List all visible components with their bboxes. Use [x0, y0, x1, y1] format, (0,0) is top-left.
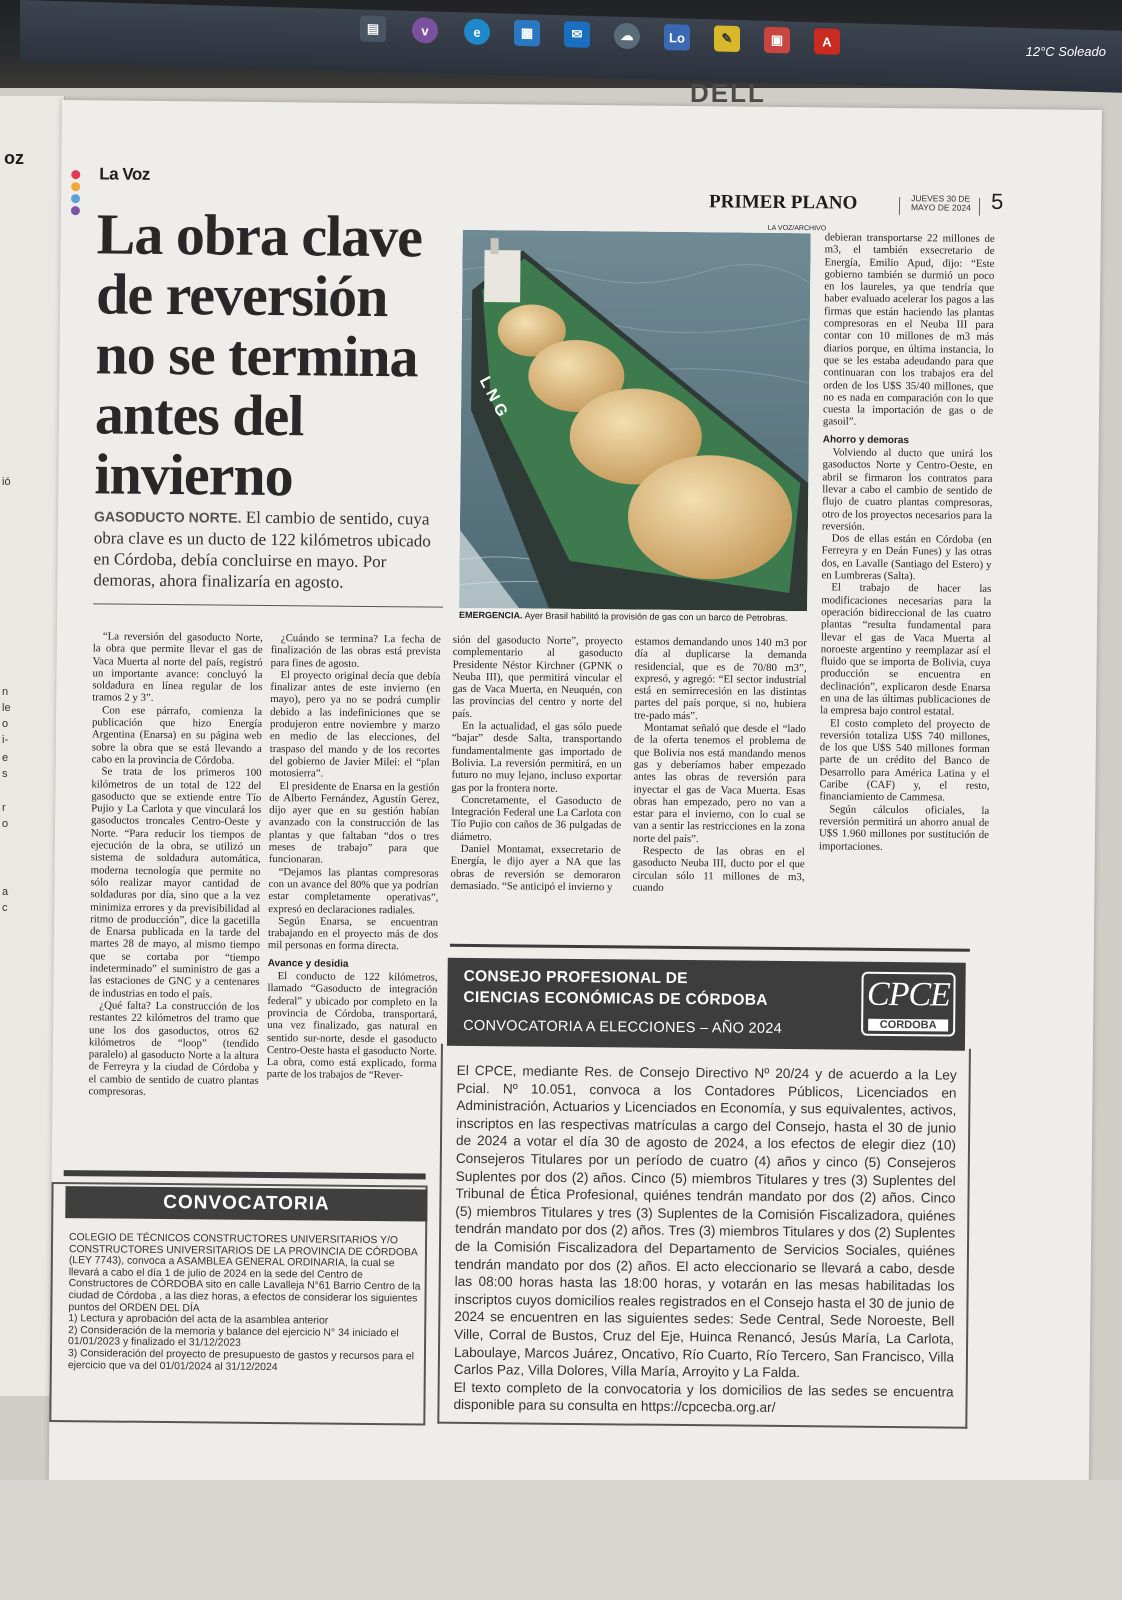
prev-page-fragment: o	[2, 718, 9, 730]
logo-color-dots	[71, 170, 80, 218]
column-text: estamos demandando unos 140 m3 por día al duplicarse la demanda residencial, que es de 70/80 m3”, expresó, y agregó: “El sector industrial está en semirrecesión en las distintas partes del país porque, si no, hubiera tre-pado más”.	[634, 635, 807, 722]
divider	[64, 1170, 426, 1179]
ad-subheading: CONVOCATORIA A ELECCIONES – AÑO 2024	[463, 1017, 783, 1037]
divider	[93, 603, 443, 607]
newspaper-page	[49, 100, 1102, 1495]
acrobat-icon[interactable]: A	[814, 28, 840, 55]
logo-subtext: CORDOBA	[868, 1019, 948, 1032]
agenda-item: 3) Consideración del proyecto de presupuesto de gastos y recursos para el ejercicio que va del 01/01/2024 al 31/12/2024	[67, 1348, 414, 1373]
column-text: sión del gasoducto Norte”, proyecto complementario al gasoducto Presidente Néstor Kirchner (GPNK o Neuba III), que permitirá vincular el gas de Vaca Muerta, en Neuquén, con las provincias del centro y norte del país.	[452, 633, 623, 720]
column-paragraph: Montamat señaló que desde el “lado de la oferta tenemos el problema de que Bolivia nos está mandando menos gas y deberíamos haber empezado antes las obras de reversión para inyectar el gas de Vaca Muerta. Esas obras han empezado, pero no van a estar para el invierno, con lo cual se van a sentir las restricciones en la zona norte del país”.	[632, 721, 807, 845]
convocatoria-ad	[49, 1170, 431, 1424]
article-column-1	[88, 630, 262, 1099]
store-icon[interactable]: ▦	[514, 20, 540, 47]
article-column-2	[267, 632, 441, 1082]
caption-text: Ayer Brasil habilitó la provisión de gas con un barco de Petrobras.	[524, 610, 788, 623]
cpce-election-ad	[437, 944, 970, 1429]
column-paragraph: Concretamente, el Gasoducto de Integración Federal une La Carlota con Tío Pujio con caños de 36 pulgadas de diámetro.	[450, 793, 622, 843]
ad-text: El CPCE, mediante Res. de Consejo Directivo Nº 20/24 y de acuerdo a la Ley Pcial. Nº 10.051, convoca a los Contadores Públicos, Licenciados en Administración, Actuarios y Licenciados en Economía, y sus equivalentes, activos, inscriptos en las respectivas matrículas a cargo del Consejo, hasta el 30 de junio de 2024 a votar el día 30 de agosto de 2024, a los efectos de elegir diez (10) Consejeros Titulares por un período de cuatro (4) años y cinco (5) Consejeros Suplentes por dos (2) años. Cinco (5) miembros Titulares y tres (3) Suplentes del Tribunal de Ética Profesional, quiénes tendrán mandato por dos (2) años. Cinco (5) miembros Titulares y tres (3) Suplentes de la Comisión Fiscalizadora, quiénes tendrán mandato por dos (2) años. Tres (3) miembros Titulares y dos (2) Suplentes de la Comisión Fiscalizadora del Departamento de Servicios Sociales, quiénes tendrán mandato por dos (2) años. El acto eleccionario se llevará a cabo, desde las 08:00 horas hasta las 18:00 horas, y votarán en las mesas habilitadas los inscriptos cuyos domicilios reales registrados en el Consejo hasta el 30 de junio de 2024 se encuentren en las siguientes sedes: Sede Central, Sede Noroeste, Bell Ville, Corral de Bustos, Cruz del Eje, Huinca Renancó, Jesús María, La Carlota, Laboulaye, Marcos Juárez, Oncativo, Río Cuarto, Río Tercero, San Francisco, Villa Carlos Paz, Villa Dolores, Villa María, Arroyito y La Falda.	[453, 1062, 957, 1381]
prev-page-fragment: n	[2, 686, 9, 698]
article-column-3	[450, 634, 622, 894]
agenda-item: 2) Consideración de la memoria y balance del ejercicio N° 34 iniciado el 01/01/2023 y finalizado el 31/12/2023	[68, 1324, 399, 1350]
prev-page-fragment: o	[2, 818, 9, 830]
prev-page-fragment: a	[2, 886, 9, 898]
column-paragraph: En la actualidad, el gas sólo puede “bajar” desde Salta, transportando fundamentalmente gas importado de Bolivia. La reversión permitirá, en un futuro no muy lejano, incluso exportar gas por la frontera norte.	[451, 719, 623, 795]
column-paragraph: Según Enarsa, se encuentran trabajando en el proyecto más de dos mil personas en forma directa.	[267, 914, 439, 953]
column-paragraph: Se trata de los primeros 100 kilómetros de un total de 122 del gasoducto que se extiende entre Tío Pujio y La Carlota y que vinculará los gasoductos troncales Centro-Oeste y Norte. “Para reducir los tiempos de ejecución de la obra, se utilizó un sistema de soldadura automática, moderna tecnología que permite no sólo realizar mayor cantidad de soldaduras por día, sino que a la vez minimiza errores y da previsibilidad al ritmo de producción”, dice la gacetilla de Enarsa publicada en la tarde del martes 28 de mayo, al mismo tiempo que se cortaba por “tiempo indeterminado” el suministro de gas a las estaciones de GNC y a centenares de industrias en todo el país.	[89, 765, 262, 1001]
files-icon[interactable]: ▤	[360, 15, 386, 42]
subhead: Ahorro y demoras	[822, 434, 909, 446]
ad-body	[68, 1232, 421, 1374]
newspaper-logo: La Voz	[99, 164, 150, 184]
svg-text:L N G: L N G	[475, 374, 511, 420]
subhead: Avance y desidia	[267, 957, 349, 970]
divider	[899, 197, 900, 215]
column-text: debieran transportarse 22 millones de m3, el también exsecretario de Energía, Emilio Apud, dijo: “Este gobierno también se durmió un poco en los laureles, ya que tendría que haber evaluado acelerar los pagos a las firmas que están haciendo las plantas compresoras en el Neuba III para contar con 10 millones de m3 más diarios porque, en última instancia, lo que se les estaba adeudando para que continuaran con los trabajos era del orden de los U$S 35/40 millones, que no es nada en comparación con lo que cuesta la importación de gas o de gasoil”.	[822, 231, 995, 429]
lng-tanker-photo	[459, 230, 811, 611]
date-line: MAYO DE 2024	[910, 202, 971, 213]
prev-page-fragment: r	[2, 802, 6, 814]
cpce-logo	[861, 972, 956, 1037]
column-paragraph: Volviendo al ducto que unirá los gasoductos Norte y Centro-Oeste, en abril se firmaron los contratos para llevar a cabo el cambio de sentido de flujo de cuatro plantas compresoras, otro de los proyectos necesarios para la reversión.	[821, 446, 993, 533]
prev-page-header: oz	[4, 148, 24, 168]
column-paragraph: Con ese párrafo, comienza la publicación que hizo Energía Argentina (Enarsa) en su página web sobre la obra que se está llevando a cabo en la provincia de Córdoba.	[91, 704, 263, 767]
ad-text: El texto completo de la convocatoria y los domicilios de las sedes se encuentra disponible para su consulta en https://cpcecba.org.ar/	[453, 1379, 954, 1416]
column-paragraph: El costo completo del proyecto de reversión totaliza U$S 740 millones, de los que U$S 540 millones forman parte de un crédito del Banco de Desarrollo para América Latina y el Caribe (CAF) y, el resto, financiamiento de Cammesa.	[819, 716, 991, 804]
ad-heading	[463, 966, 768, 1011]
column-paragraph: “Dejamos las plantas compresoras con un avance del 80% que ya podrían estar completamente operativas”, expresó en declaraciones radiales.	[268, 865, 439, 916]
article-column-4	[632, 636, 806, 896]
column-paragraph: El presidente de Enarsa en la gestión de Alberto Fernández, Agustín Gerez, dijo ayer que en su gestión habían avanzado con la construcción de las plantas y que faltaban “dos o tres meses de trabajo” para que funcionaran.	[268, 779, 440, 866]
prev-page-fragment: i-	[2, 734, 9, 746]
prev-page-fragment: le	[2, 702, 11, 714]
article-deck	[93, 505, 444, 593]
ad-title: CONVOCATORIA	[65, 1186, 427, 1221]
column-paragraph: Según cálculos oficiales, la reversión permitirá un ahorro anual de U$S 1.960 millones por sustitución de importaciones.	[818, 803, 990, 853]
divider	[450, 944, 970, 952]
divider	[979, 198, 980, 216]
cloud-icon[interactable]: ☁	[614, 23, 640, 50]
column-paragraph: Daniel Montamat, exsecretario de Energía, le dijo ayer a NA que las obras de reversión se demoraron demasiado. “Se anticipó el invierno y	[450, 842, 621, 894]
ad-body	[453, 1062, 956, 1419]
column-paragraph: El trabajo de hacer las modificaciones necesarias para la operación bidireccional de las cuatro plantas “resulta fundamental para llevar el gas de Vaca Muerta al noroeste argentino y reemplazar así el fluido que se importa de Bolivia, cuya producción se encuentra en declinación”, explicaron desde Enarsa en una de las últimas publicaciones de la empresa bajo control estatal.	[820, 581, 992, 718]
column-paragraph: El proyecto original decía que debía finalizar antes de este invierno (en mayo), pero ya no se podrá cumplir debido a las indefiniciones que se produjeron entre noviembre y marzo en medio de las elecciones, del traspaso del mando y de los recortes del gobierno de Javier Milei: el “plan motosierra”.	[269, 669, 441, 780]
logo-text: CPCE	[866, 975, 951, 1014]
desk-surface	[0, 1480, 1122, 1600]
column-paragraph: ¿Qué falta? La construcción de los restantes 22 kilómetros del tramo que une los dos gasoductos, otros 62 kilómetros de “loop” (tendido paralelo) al gasoducto Norte a la altura de Ferreyra y la ciudad de Córdoba y el cambio de sentido de cuatro plantas compresoras.	[88, 999, 260, 1098]
prev-page-fragment: ió	[2, 476, 11, 488]
edge-icon[interactable]: e	[464, 18, 490, 45]
column-paragraph: El conducto de 122 kilómetros, llamado “Gasoducto de integración federal” y ubicado por completo en la provincia de Córdoba, transportará, una vez finalizado, gas natural en sentido sur-norte, desde el gasoducto Centro-Oeste hasta el gasoducto Norte. La obra, como está explicado, forma parte de los trabajos de “Rever-	[266, 970, 438, 1082]
article-column-5	[819, 231, 995, 853]
section-title: PRIMER PLANO	[708, 191, 858, 214]
taskbar	[20, 0, 1122, 93]
mail-icon[interactable]: ✉	[564, 21, 590, 48]
column-paragraph: ¿Cuándo se termina? La fecha de finalización de las obras está prevista para fines de agosto.	[270, 632, 441, 670]
prev-page-fragment: c	[2, 902, 8, 914]
page-number: 5	[990, 188, 1004, 215]
prev-page-fragment: e	[2, 752, 9, 764]
column-paragraph: Respecto de las obras en el gasoducto Neuba III, ducto por el que circulan sólo 11 millones de m3, cuando	[632, 844, 805, 894]
deck-kicker: GASODUCTO NORTE.	[93, 508, 242, 526]
ad-text: COLEGIO DE TÉCNICOS CONSTRUCTORES UNIVERSITARIOS Y/O CONSTRUCTORES UNIVERSITARIOS DE LA PROVINCIA DE CÓRDOBA (LEY 7743), convoca a ASAMBLEA GENERAL ORDINARIA, la cual se llevará a cabo el día 1 de julio de 2024 en la sede del Centro de Constructores de CÓRDOBA sito en calle Lavalleja N°61 Barrio Centro de la ciudad de Córdoba , a las diez horas, a efectos de considerar los siguientes puntos del ORDEN DEL DÍA	[68, 1232, 421, 1314]
date-line: JUEVES 30 DE	[911, 193, 971, 204]
teams-icon[interactable]: Lo	[664, 24, 690, 51]
prev-page-fragment: s	[2, 768, 8, 780]
weather-status[interactable]: 12°C Soleado	[1025, 44, 1106, 59]
photo-credit: LA VOZ/ARCHIVO	[767, 224, 827, 233]
viber-icon[interactable]: v	[412, 17, 438, 44]
column-paragraph: “La reversión del gasoducto Norte, la obra que permite llevar el gas de Vaca Muerta al norte del país, registró un importante avance: concluyó la soldadura en línea regular de los tramos 2 y 3”.	[92, 630, 263, 705]
ad-heading-line: CIENCIAS ECONÓMICAS DE CÓRDOBA	[463, 988, 768, 1009]
caption-label: EMERGENCIA.	[459, 609, 523, 621]
column-paragraph: Dos de ellas están en Córdoba (en Ferreyra y en Deán Funes) y las otras dos, en Lavalle (Santiago del Estero) y en Lumbreras (Salta).	[821, 532, 992, 583]
ad-heading-line: CONSEJO PROFESIONAL DE	[463, 967, 688, 988]
photos-icon[interactable]: ▣	[764, 27, 790, 54]
monitor-bezel	[0, 0, 1122, 88]
deck-text: El cambio de sentido, cuya obra clave es un ducto de 122 kilómetros ubicado en Córdoba, debía concluirse en mayo. Por demoras, ahora finalizaría en agosto.	[93, 507, 431, 592]
article-headline: La obra clave de reversión no se termina antes del invierno	[94, 201, 423, 509]
sticky-icon[interactable]: ✎	[714, 25, 740, 52]
monitor-brand-logo: DELL	[690, 78, 766, 108]
agenda-item: 1) Lectura y aprobación del acta de la asamblea anterior	[68, 1313, 329, 1327]
ad-header	[447, 958, 966, 1051]
photo-caption	[459, 610, 809, 623]
issue-date	[911, 194, 971, 213]
